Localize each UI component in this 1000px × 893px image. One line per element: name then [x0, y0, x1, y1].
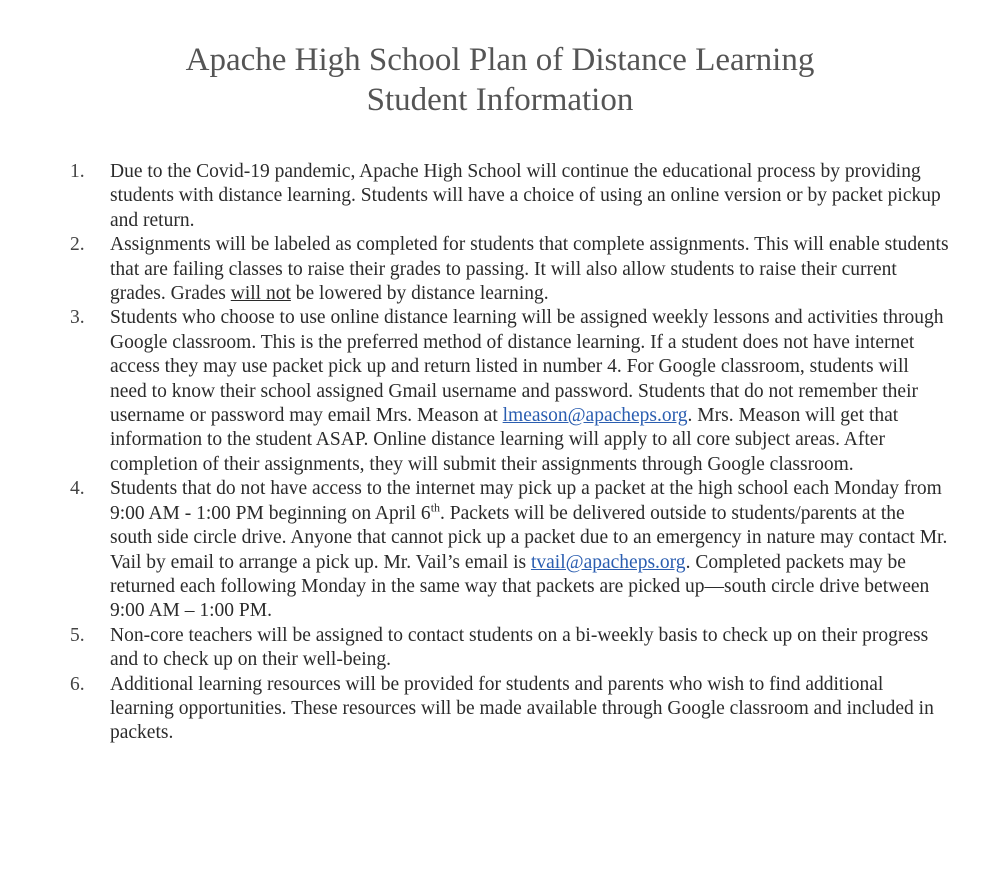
item-number: 5.	[70, 624, 85, 646]
item-text-part: be lowered by distance learning.	[290, 283, 549, 305]
list-item-2	[70, 233, 950, 306]
numbered-list	[70, 160, 950, 746]
item-text	[110, 233, 950, 306]
title-line-1: Apache High School Plan of Distance Learning	[185, 42, 815, 78]
list-item-3	[70, 306, 950, 477]
item-number: 1.	[70, 161, 85, 182]
item-number: 2.	[70, 234, 85, 256]
item-text: Non-core teachers will be assigned to contact students on a bi-weekly basis to check up on their progress and to check up on their well-being.	[110, 624, 929, 671]
item-text-part: . Completed packets may be returned each following Monday in the same way that packets are picked up—south circle drive between 9:00 AM – 1:00 PM.	[110, 551, 930, 622]
email-link-meason[interactable]: lmeason@apacheps.org	[502, 405, 688, 427]
item-number: 3.	[70, 307, 85, 329]
item-text: Due to the Covid-19 pandemic, Apache High School will continue the educational process by providing students with distance learning. Students will have a choice of using an online version or by packet pickup and return.	[110, 161, 941, 231]
list-item-4	[70, 477, 950, 623]
item-number: 4.	[70, 478, 85, 500]
item-text-part: . Mrs. Meason will get that information to the student ASAP. Online distance learning will apply to all core subject areas. After completion of their assignments, they will submit their assignments through Google classroom.	[110, 405, 899, 475]
item-text	[110, 477, 950, 623]
item-text: Additional learning resources will be provided for students and parents who wish to find additional learning opportunities. These resources will be made available through Google classroom and included in packets.	[110, 673, 934, 744]
list-item-5	[70, 624, 950, 673]
item-text-part: Students who choose to use online distance learning will be assigned weekly lessons and activities through Google classroom. This is the preferred method of distance learning. If a student does not have internet access they may use packet pick up and return listed in number 4. For Google classroom, students will need to know their school assigned Gmail username and password. Students that do not remember their username or password may email Mrs. Meason at	[110, 307, 944, 427]
item-text-part: . Packets will be delivered outside to students/parents at the south side circle drive. Anyone that cannot pick up a packet due to an emergency in nature may contact Mr. Vail by email to arrange a pick up. Mr. Vail’s email is	[110, 502, 948, 573]
item-number: 6.	[70, 673, 85, 695]
title-line-2: Student Information	[366, 82, 634, 118]
document-title	[0, 40, 1000, 120]
underlined-text: will not	[230, 283, 291, 305]
item-text-part: Students that do not have access to the internet may pick up a packet at the high school each Monday from 9:00 AM - 1:00 PM beginning on April 6	[110, 478, 942, 524]
item-text-part: Assignments will be labeled as completed for students that complete assignments. This will enable students that are failing classes to raise their grades to passing. It will also allow students to raise their current grades. Grades	[110, 234, 949, 305]
list-item-1	[70, 160, 950, 233]
list-item-6	[70, 673, 950, 746]
superscript: th	[430, 500, 441, 515]
email-link-vail[interactable]: tvail@apacheps.org	[530, 551, 686, 573]
item-text	[110, 306, 950, 477]
